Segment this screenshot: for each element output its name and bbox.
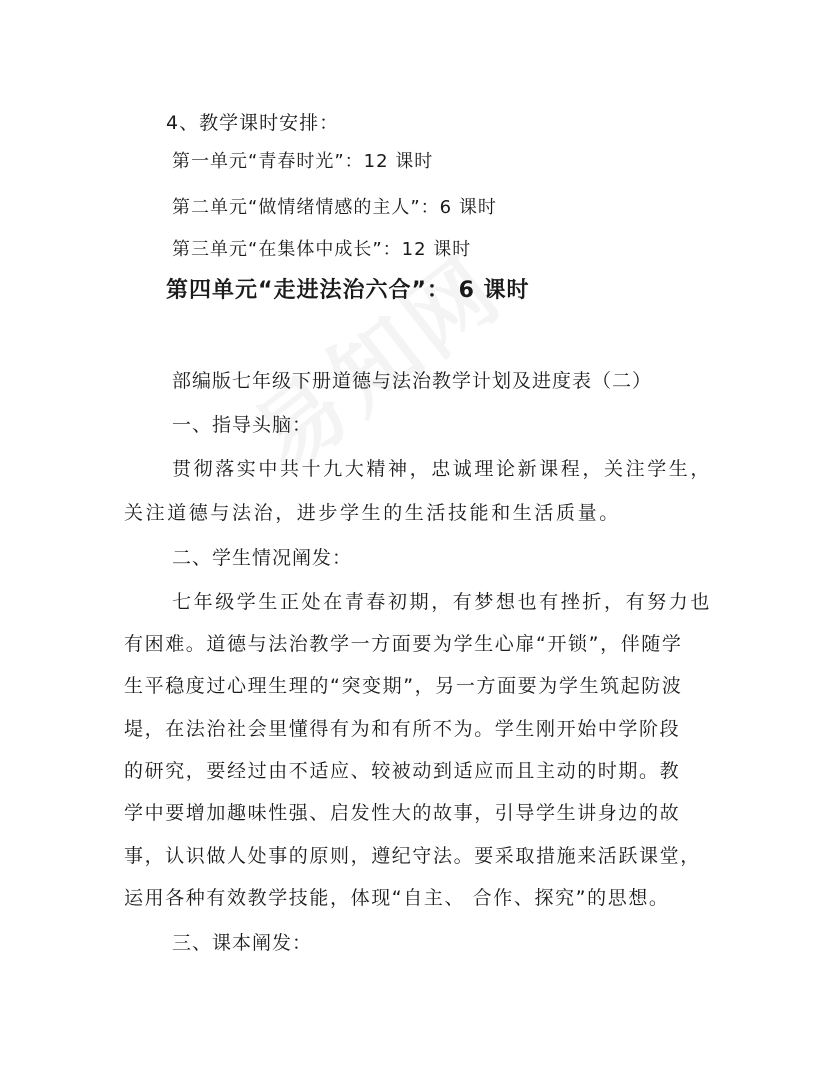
section-2-line: 有困难。道德与法治教学一方面要为学生心扉“开锁”，伴随学 bbox=[124, 633, 683, 655]
schedule-unit-3: 第三单元“在集体中成长”：12 课时 bbox=[172, 239, 472, 260]
plan-title: 部编版七年级下册道德与法治教学计划及进度表（二） bbox=[172, 370, 653, 392]
section-2-line: 事，认识做人处事的原则，遵纪守法。要采取措施来活跃课堂， bbox=[124, 845, 701, 867]
section-1-line-2: 关注道德与法治，进步学生的生活技能和生活质量。 bbox=[124, 502, 621, 524]
section-1-heading: 一、指导头脑： bbox=[172, 414, 313, 436]
section-2-line: 运用各种有效教学技能，体现“自主、 合作、探究”的思想。 bbox=[124, 887, 670, 909]
schedule-unit-4: 第四单元“走进法治六合”： 6 课时 bbox=[166, 278, 530, 303]
section-2-line: 堤，在法治社会里懂得有为和有所不为。学生刚开始中学阶段 bbox=[124, 718, 681, 740]
section-1-line-1: 贯彻落实中共十九大精神，忠诚理论新课程，关注学生， bbox=[172, 458, 713, 480]
schedule-heading: 4、教学课时安排： bbox=[166, 112, 340, 134]
section-2-heading: 二、学生情况阐发： bbox=[172, 547, 353, 569]
section-2-line: 七年级学生正处在青春初期，有梦想也有挫折，有努力也 bbox=[172, 591, 713, 613]
section-2-line: 的研究，要经过由不适应、较被动到适应而且主动的时期。教 bbox=[124, 760, 681, 782]
schedule-unit-2: 第二单元“做情绪情感的主人”：6 课时 bbox=[172, 197, 497, 218]
schedule-unit-1: 第一单元“青春时光”：12 课时 bbox=[172, 151, 434, 172]
section-3-heading: 三、课本阐发： bbox=[172, 932, 313, 954]
section-2-line: 生平稳度过心理生理的“突变期”，另一方面要为学生筑起防波 bbox=[124, 675, 683, 697]
section-2-line: 学中要增加趣味性强、启发性大的故事，引导学生讲身边的故 bbox=[124, 802, 681, 824]
